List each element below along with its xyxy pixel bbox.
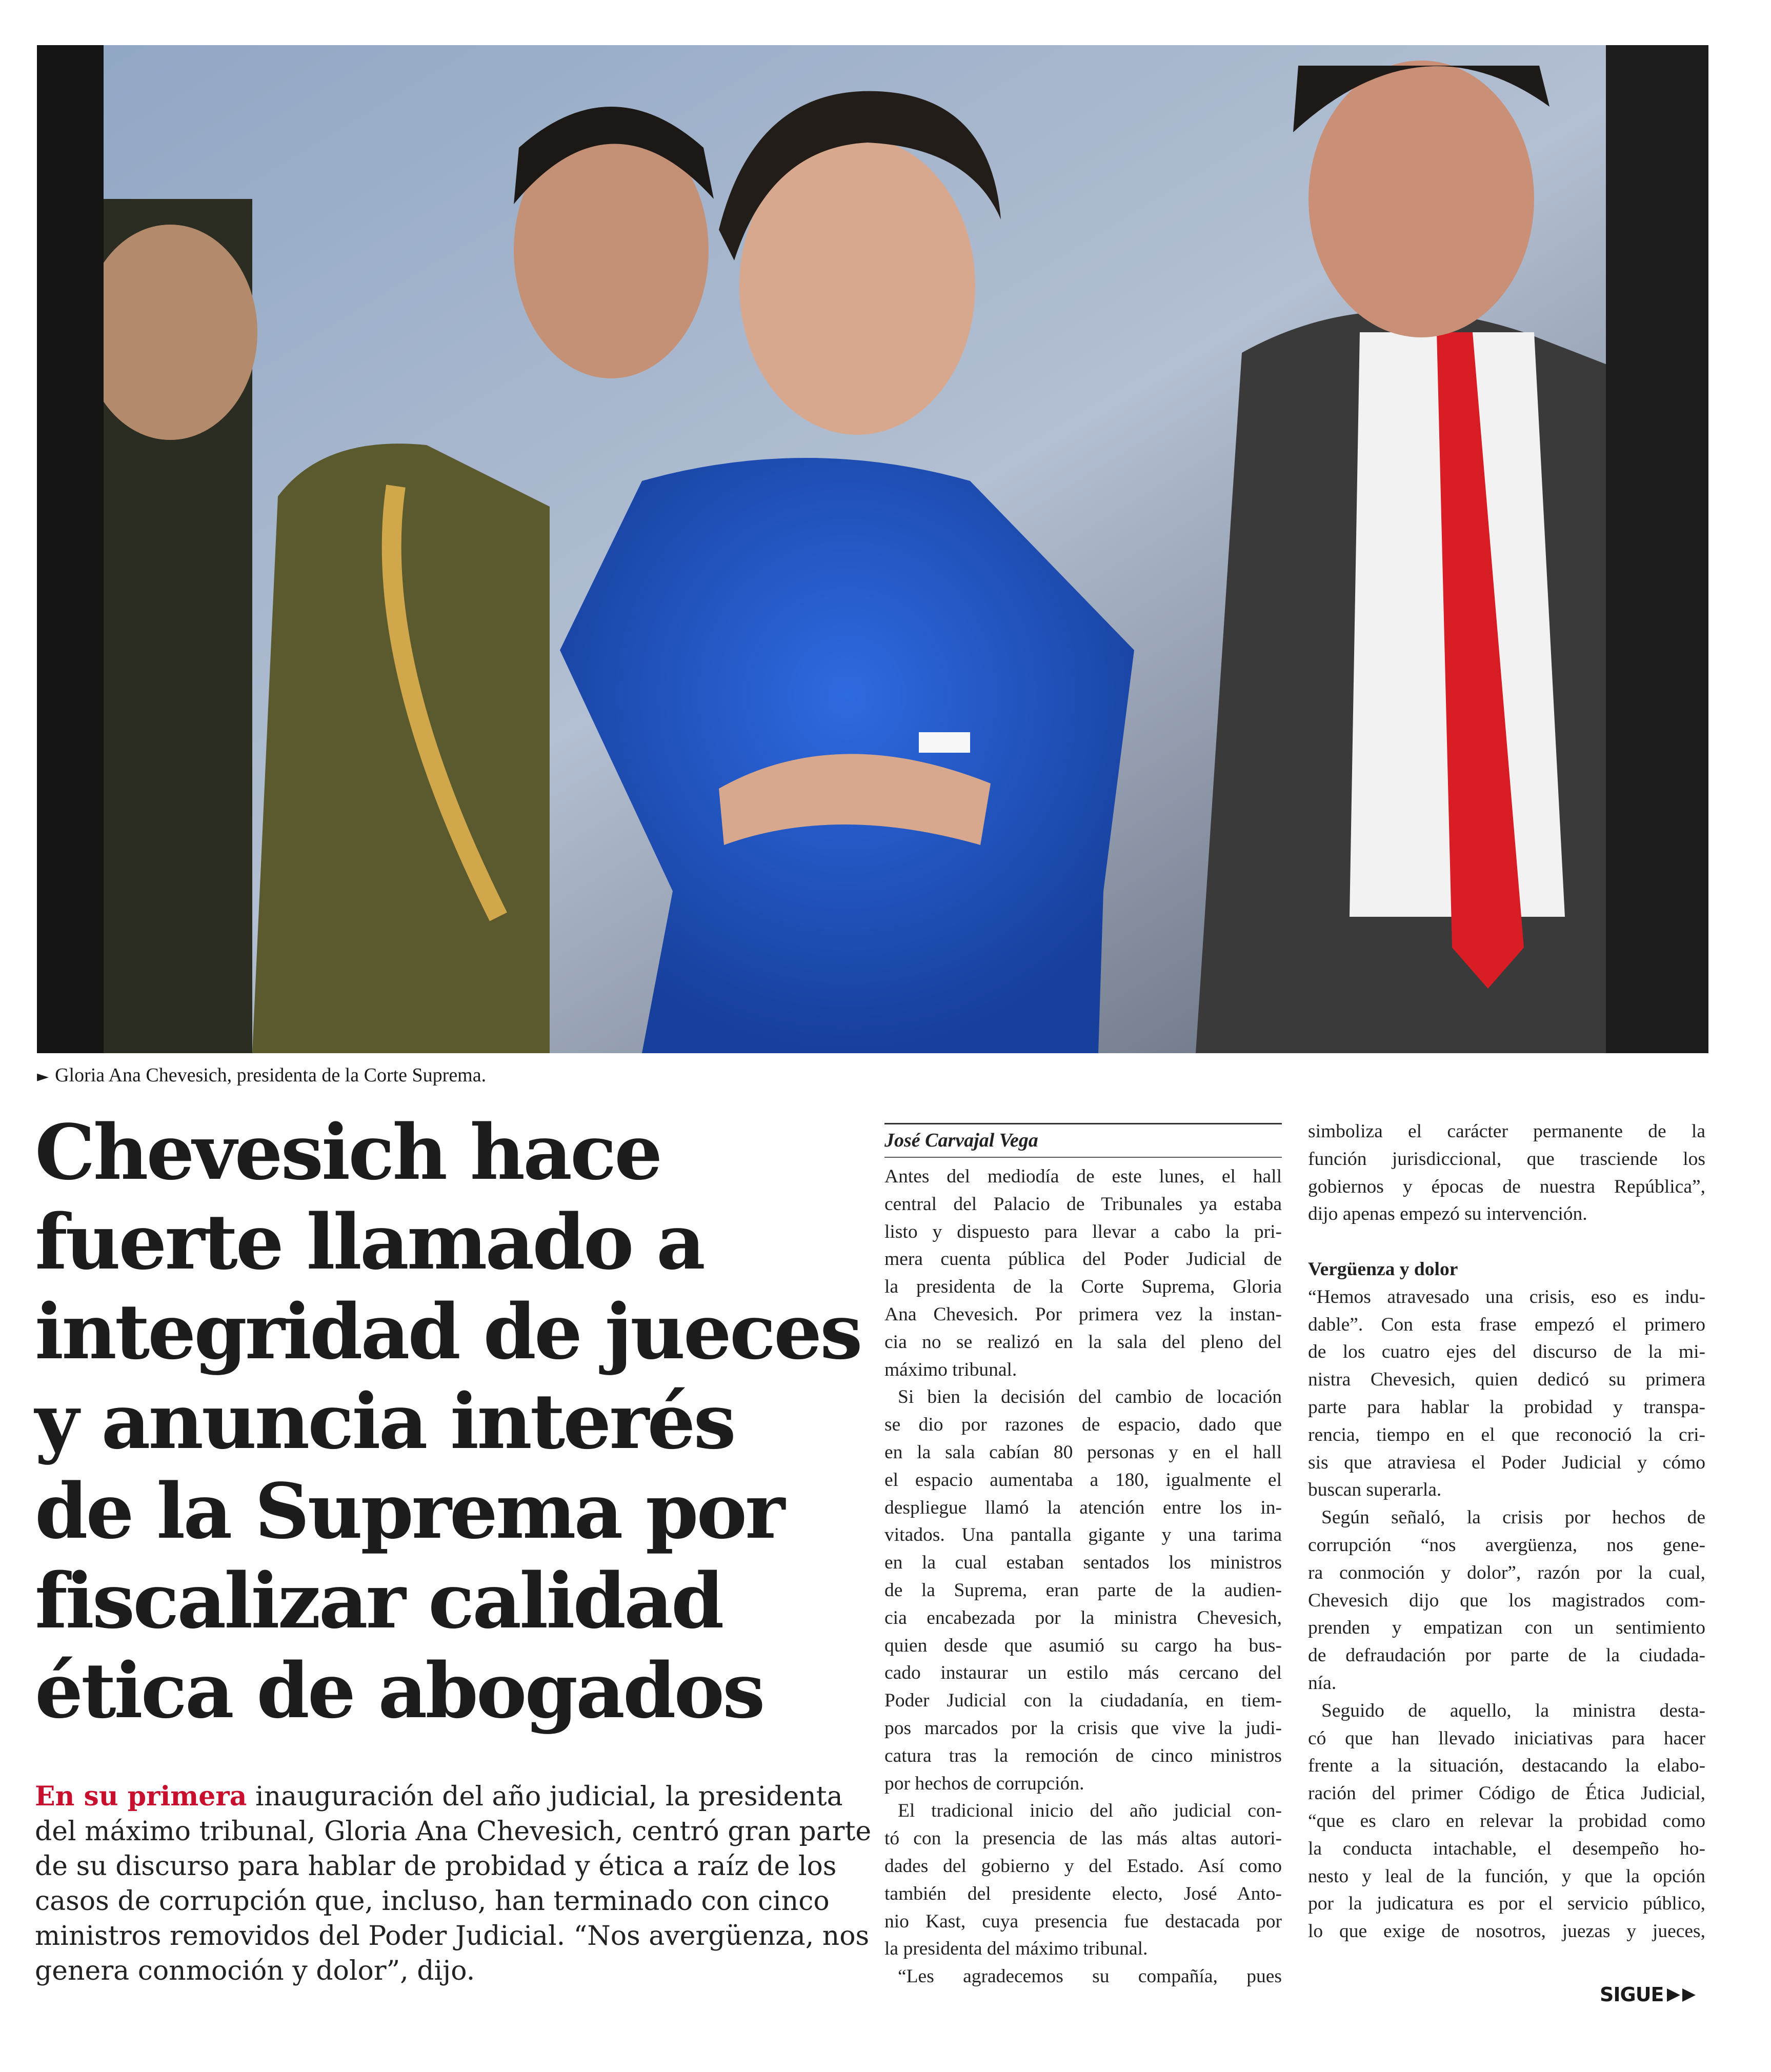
body-line: quien desde que asumió su cargo ha bus- [884,1635,1282,1656]
body-line: parte para hablar la probidad y transpa- [1308,1396,1705,1418]
body-line: catura tras la remoción de cinco ministros [884,1745,1282,1766]
photo-caption [37,1062,1062,1088]
caption-marker-icon: ► [37,1068,49,1085]
body-line: Según señaló, la crisis por hechos de [1321,1507,1705,1528]
body-line: el espacio aumentaba a 180, igualmente el [884,1469,1282,1491]
body-line: tó con la presencia de las más altas autori- [884,1828,1282,1849]
double-play-arrow-icon [1667,1987,1699,2003]
byline-rule-bottom [884,1157,1282,1158]
body-line: por la judicatura es por el servicio público, [1308,1893,1705,1915]
lead-first-line-rest: inauguración del año judicial, la presidenta [247,1781,843,1812]
body-line: en la sala cabían 80 personas y en el hall [884,1441,1282,1463]
body-line: Antes del mediodía de este lunes, el hall [884,1166,1282,1187]
lead-paragraph [35,1779,872,1988]
body-column-2 [884,1163,1282,1990]
lead-line: genera conmoción y dolor”, dijo. [35,1956,475,1986]
body-line: la conducta intachable, el desempeño ho- [1308,1838,1705,1859]
body-line: nistra Chevesich, quien dedicó su primera [1308,1369,1705,1391]
body-line: ración del primer Código de Ética Judicial, [1308,1783,1705,1804]
article-photo [37,45,1708,1053]
body-line: dable”. Con esta frase empezó el primero [1308,1314,1705,1335]
body-column-3 [1308,1118,1705,1945]
headline [35,1108,876,1736]
body-line: Chevesich dijo que los magistrados com- [1308,1590,1705,1611]
body-line: vitados. Una pantalla gigante y una tarima [884,1524,1282,1546]
body-line: buscan superarla. [1308,1479,1442,1501]
body-line: se dio por razones de espacio, dado que [884,1414,1282,1436]
body-line: máximo tribunal. [884,1359,1017,1380]
body-line: dades del gobierno y del Estado. Así como [884,1855,1282,1877]
body-line: central del Palacio de Tribunales ya estaba [884,1193,1282,1215]
body-line: Seguido de aquello, la ministra desta- [1321,1700,1705,1721]
body-line: pos marcados por la crisis que vive la judi- [884,1717,1282,1739]
body-line: frente a la situación, destacando la elabo- [1308,1755,1705,1777]
headline-line: Chevesich hace [35,1108,661,1197]
body-line: simboliza el carácter permanente de la [1308,1121,1705,1142]
lead-line: ministros removidos del Poder Judicial. “Nos avergüenza, nos [35,1921,870,1952]
photo-illustration [37,45,1708,1053]
body-line: función jurisdiccional, que trasciende los [1308,1148,1705,1170]
body-line: Poder Judicial con la ciudadanía, en tiem- [884,1690,1282,1712]
body-line: Ana Chevesich. Por primera vez la instan- [884,1303,1282,1325]
body-line: nía. [1308,1672,1337,1694]
body-line: cado instaurar un estilo más cercano del [884,1662,1282,1684]
body-line: de la Suprema, eran parte de la audien- [884,1579,1282,1601]
caption-text: Gloria Ana Chevesich, presidenta de la Corte Suprema. [55,1064,487,1086]
body-line: dijo apenas empezó su intervención. [1308,1203,1587,1225]
continue-label: SIGUE [1600,1983,1664,2006]
body-line: también del presidente electo, José Anto- [884,1883,1282,1904]
body-line: rencia, tiempo en el que reconoció la cri- [1308,1424,1705,1445]
body-line: la presidenta de la Corte Suprema, Gloria [884,1276,1282,1298]
body-line: de defraudación por parte de la ciudada- [1308,1645,1705,1666]
body-line: gobiernos y épocas de nuestra República”, [1308,1176,1705,1197]
byline-rule-top [884,1123,1282,1124]
lead-line [35,1779,855,1814]
body-line: Si bien la decisión del cambio de locación [898,1386,1282,1408]
headline-line: ética de abogados [35,1646,763,1735]
body-line [1308,1228,1705,1256]
body-line: “Hemos atravesado una crisis, eso es indu- [1308,1286,1705,1307]
body-line: mera cuenta pública del Poder Judicial de [884,1249,1282,1270]
body-line: El tradicional inicio del año judicial con- [898,1800,1282,1822]
body-line: ra conmoción y dolor”, razón por la cual, [1308,1562,1705,1583]
body-line: prenden y empatizan con un sentimiento [1308,1617,1705,1639]
headline-line: fuerte llamado a [35,1197,703,1286]
headline-line: y anuncia interés [35,1377,734,1466]
lead-line: del máximo tribunal, Gloria Ana Chevesich, centró gran parte [35,1816,872,1847]
body-line: por hechos de corrupción. [884,1773,1084,1794]
headline-line: integridad de jueces [35,1287,861,1376]
body-line: nio Kast, cuya presencia fue destacada por [884,1910,1282,1932]
body-line: la presidenta del máximo tribunal. [884,1938,1148,1960]
body-line: nesto y leal de la función, y que la opción [1308,1865,1705,1887]
lead-highlight: En su primera [35,1781,247,1812]
body-line: cia encabezada por la ministra Chevesich, [884,1607,1282,1628]
body-line: despliegue llamó la atención entre los in- [884,1497,1282,1518]
lead-line: casos de corrupción que, incluso, han terminado con cinco [35,1886,830,1917]
headline-line: fiscalizar calidad [35,1556,722,1645]
body-line: “que es claro en relevar la probidad como [1308,1810,1705,1832]
body-line: lo que exige de nosotros, juezas y jueces, [1308,1921,1705,1942]
body-line: de los cuatro ejes del discurso de la mi- [1308,1341,1705,1363]
section-subhead: Vergüenza y dolor [1308,1258,1458,1280]
body-line: cia no se realizó en la sala del pleno del [884,1331,1282,1353]
body-line: sis que atraviesa el Poder Judicial y cómo [1308,1452,1705,1473]
body-line: listo y dispuesto para llevar a cabo la pri- [884,1221,1282,1242]
body-line: en la cual estaban sentados los ministros [884,1552,1282,1574]
body-line: corrupción “nos avergüenza, nos gene- [1308,1534,1705,1556]
body-line: có que han llevado iniciativas para hacer [1308,1727,1705,1749]
lead-line: de su discurso para hablar de probidad y ética a raíz de los [35,1851,837,1882]
continue-marker [1600,1979,1713,2010]
byline: José Carvajal Vega [884,1130,1038,1151]
headline-line: de la Suprema por [35,1466,783,1556]
body-line: “Les agradecemos su compañía, pues [898,1966,1282,1987]
